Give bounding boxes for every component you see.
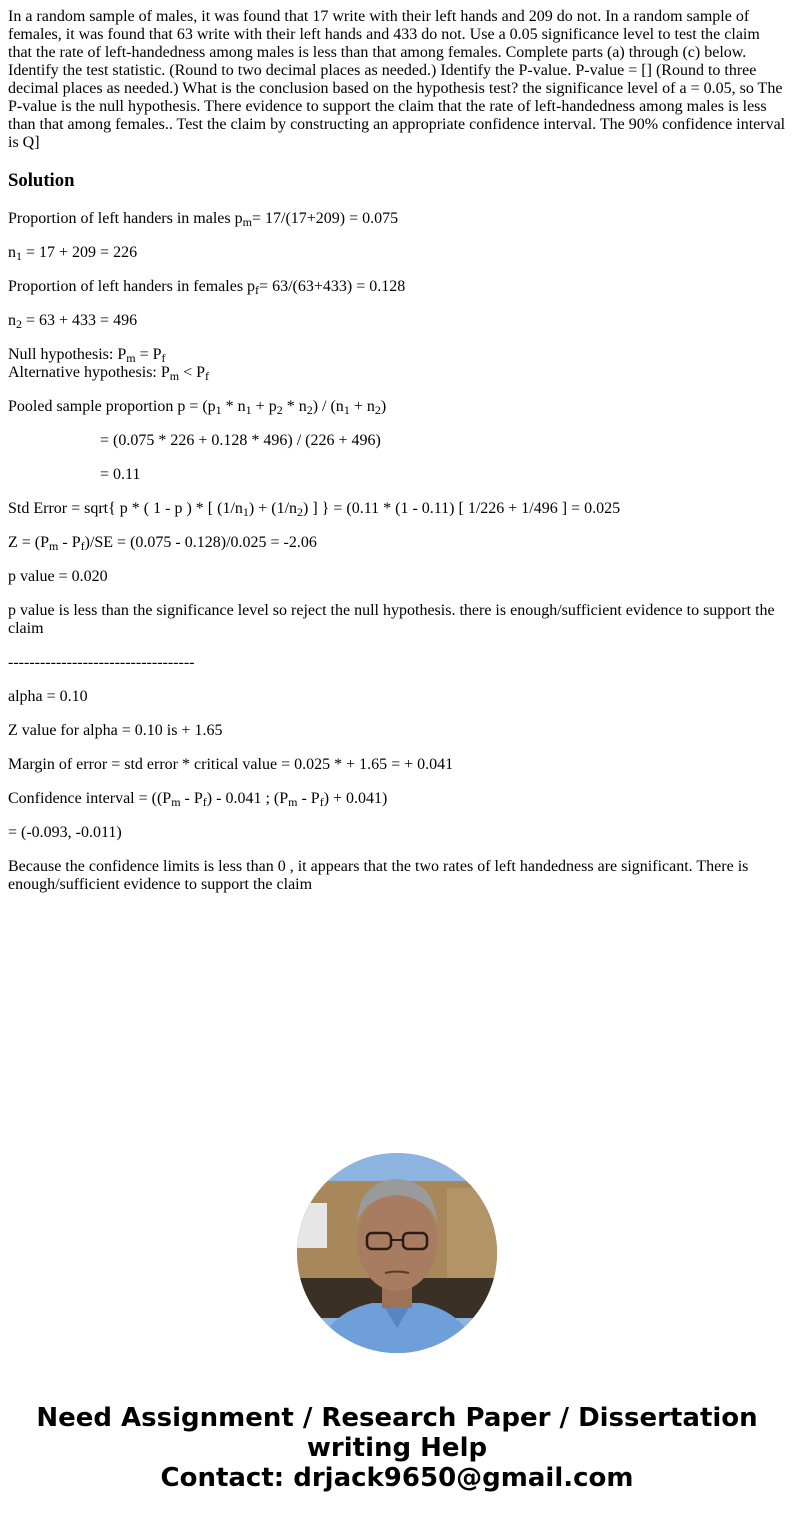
solution-line: alpha = 0.10 [8,688,88,705]
solution-step-margin-of-error [8,756,786,774]
solution-step-z-stat [8,534,786,552]
subscript: 1 [16,249,22,263]
solution-step-std-error [8,500,786,518]
subscript: f [202,795,207,809]
subscript: 2 [16,317,22,331]
solution-step-ci-result [8,824,786,842]
solution-line: Pooled sample proportion $p = (p_1 * n_1 + p_2 * n_2) / (n_1 + n_2)$ [8,398,387,417]
solution-step-pooled-result [8,466,786,484]
solution-step-n1 [8,244,786,262]
solution-line: Std Error = sqrt{ p * ( 1 - p ) * [ $(1/n_1) + (1/n_2)$ ] } = (0.11 * (1 - 0.11) [ 1/226 + 1/496 ] = 0.025 [8,500,621,519]
solution-step-ci-formula [8,790,786,808]
subscript: f [319,795,324,809]
subscript: m [242,215,252,229]
author-avatar [297,1153,497,1353]
solution-step-n2 [8,312,786,330]
solution-body [8,210,786,894]
solution-line: Because the confidence limits is less than 0 , it appears that the two rates of left handedness are significant. There is enough/sufficient evidence to support the claim [8,858,749,893]
solution-line: p value is less than the significance level so reject the null hypothesis. there is enough/sufficient evidence to support the claim [8,602,775,637]
portrait-image [297,1153,497,1353]
solution-line: $n_1 = 17 + 209 = 226$ [8,244,138,263]
solution-line: Null hypothesis: $P_m = P_f$ [8,346,166,365]
subscript: m [171,795,181,809]
solution-line: p value = 0.020 [8,568,108,585]
subscript: 1 [343,403,350,417]
solution-line: Margin of error = std error * critical value = 0.025 * + 1.65 = + 0.041 [8,756,454,773]
subscript: 1 [242,505,249,519]
subscript: m [288,795,298,809]
solution-step-alpha [8,688,786,706]
subscript: f [161,351,166,365]
solution-line: = (0.075 * 226 + 0.128 * 496) / (226 + 496) [100,432,381,449]
subscript: 2 [297,505,304,519]
solution-line: Confidence interval = ($(P_m - P_f) - 0.041$ ; $(P_m - P_f) + 0.041$) [8,790,388,809]
promo-line-1: Need Assignment / Research Paper / Dissertation [36,1403,758,1433]
solution-step-conclusion-ci [8,858,786,894]
solution-step-hypotheses [8,346,786,382]
solution-line: $n_2 = 63 + 433 = 496$ [8,312,138,331]
subscript: 2 [276,403,283,417]
solution-line: = (-0.093, -0.011) [8,824,122,841]
solution-step-pooled-formula [8,398,786,416]
subscript: 1 [245,403,252,417]
solution-line: Proportion of left handers in males $p_m= 17/(17+209) = 0.075$ [8,210,399,229]
promo-banner [0,1403,794,1493]
solution-line: Alternative hypothesis: $P_m < P_f$ [8,364,210,383]
subscript: m [126,351,136,365]
solution-step-z-critical [8,722,786,740]
solution-step-prop-females [8,278,786,296]
solution-step-p-value [8,568,786,586]
solution-step-divider [8,654,786,672]
solution-step-prop-males [8,210,786,228]
subscript: 1 [215,403,222,417]
question-text: In a random sample of males, it was found that 17 write with their left hands and 209 do not. In a random sample of females, it was found that 63 write with their left hands and 433 do not. Use a 0.05 significance level to test the claim that the rate of left-handedness among males is less than that among females. Complete parts (a) through (c) below. Identify the test statistic. (Round to two decimal places as needed.) Identify the P-value. P-value = [] (Round to three decimal places as needed.) What is the conclusion based on the hypothesis test? the significance level of a = 0.05, so The P-value is the null hypothesis. There evidence to support the claim that the rate of left-handedness among males is less than that among females.. Test the claim by constructing an appropriate confidence interval. The 90% confidence interval is Q] [8,8,786,151]
promo-contact: Contact: drjack9650@gmail.com [160,1463,634,1493]
solution-heading: Solution [8,170,75,191]
subscript: m [169,369,180,383]
solution-line: $Z = (P_m - P_f)/SE = (0.075 - 0.128)/0.025 = -2.06$ [8,534,317,553]
subscript: 2 [374,403,381,417]
solution-line: Z value for alpha = 0.10 is + 1.65 [8,722,223,739]
subscript: m [49,539,59,553]
subscript: f [255,283,260,297]
subscript: f [80,539,85,553]
promo-line-2: writing Help [306,1433,488,1463]
subscript: f [205,369,210,383]
solution-step-pooled-substitution [8,432,786,450]
solution-step-conclusion-test [8,602,786,638]
solution-line: = 0.11 [100,466,141,483]
subscript: 2 [306,403,313,417]
solution-line: Proportion of left handers in females $p_f= 63/(63+433) = 0.128$ [8,278,406,297]
solution-line: ----------------------------------- [8,654,195,671]
